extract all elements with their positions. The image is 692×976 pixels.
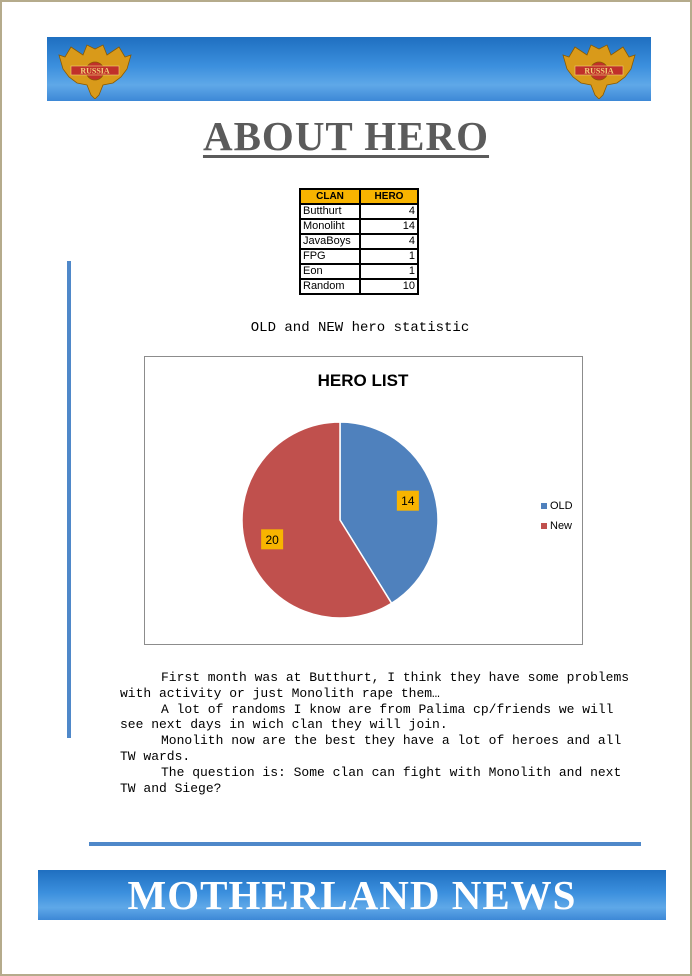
table-row: [300, 234, 418, 249]
bottom-horizontal-rule: [89, 842, 641, 846]
article-paragraph: The question is: Some clan can fight with Monolith and next TW and Siege?: [120, 764, 622, 796]
page-title: [0, 112, 692, 160]
emblem-text: RUSSIA: [80, 66, 110, 76]
article-paragraph: First month was at Butthurt, I think they have some problems with activity or just Monolith rape them…: [120, 670, 630, 701]
pie-data-label-old: [397, 491, 419, 511]
statistic-caption: OLD and NEW hero statistic: [250, 320, 470, 336]
table-cell-clan: Monoliht: [300, 219, 360, 234]
table-header-hero: HERO: [360, 189, 418, 204]
table-cell-clan: JavaBoys: [300, 234, 360, 249]
footer-banner: [38, 870, 666, 920]
table-row: [300, 219, 418, 234]
legend-entry-new: [541, 520, 572, 532]
table-cell-hero: 14: [360, 219, 418, 234]
table-cell-hero: 1: [360, 264, 418, 279]
legend-swatch: [541, 523, 547, 529]
pie-slices: [242, 422, 438, 618]
header-banner: [47, 37, 651, 101]
table-cell-clan: FPG: [300, 249, 360, 264]
table-row: [300, 279, 418, 294]
table-row: [300, 264, 418, 279]
data-label-text: 20: [265, 532, 279, 547]
article-paragraph: Monolith now are the best they have a lot of heroes and all TW wards.: [120, 733, 622, 764]
table-row: [300, 204, 418, 219]
legend-label: New: [550, 520, 573, 532]
russia-emblem-right: [561, 43, 637, 99]
table-cell-clan: Eon: [300, 264, 360, 279]
table-cell-hero: 1: [360, 249, 418, 264]
clan-hero-table: [299, 188, 419, 295]
footer-title: MOTHERLAND NEWS: [127, 872, 577, 918]
page-title-text: ABOUT HERO: [202, 113, 490, 159]
table-cell-clan: Random: [300, 279, 360, 294]
article-body: [120, 670, 630, 796]
emblem-text: RUSSIA: [584, 66, 614, 76]
legend-entry-old: [541, 500, 573, 512]
table-cell-clan: Butthurt: [300, 204, 360, 219]
legend-label: OLD: [550, 500, 573, 512]
data-label-text: 14: [401, 494, 415, 509]
chart-legend: [541, 500, 573, 532]
hero-list-chart: [144, 356, 583, 645]
pie-chart-svg: [145, 357, 582, 644]
russia-emblem-left: [57, 43, 133, 99]
legend-swatch: [541, 503, 547, 509]
chart-title: HERO LIST: [317, 371, 409, 390]
table-header-clan: CLAN: [300, 189, 360, 204]
pie-data-label-new: [261, 529, 283, 549]
article-paragraph: A lot of randoms I know are from Palima cp/friends we will see next days in wich clan they will join.: [120, 701, 614, 733]
table-cell-hero: 10: [360, 279, 418, 294]
table-cell-hero: 4: [360, 204, 418, 219]
table-row: [300, 249, 418, 264]
table-cell-hero: 4: [360, 234, 418, 249]
table-header-row: [300, 189, 418, 204]
